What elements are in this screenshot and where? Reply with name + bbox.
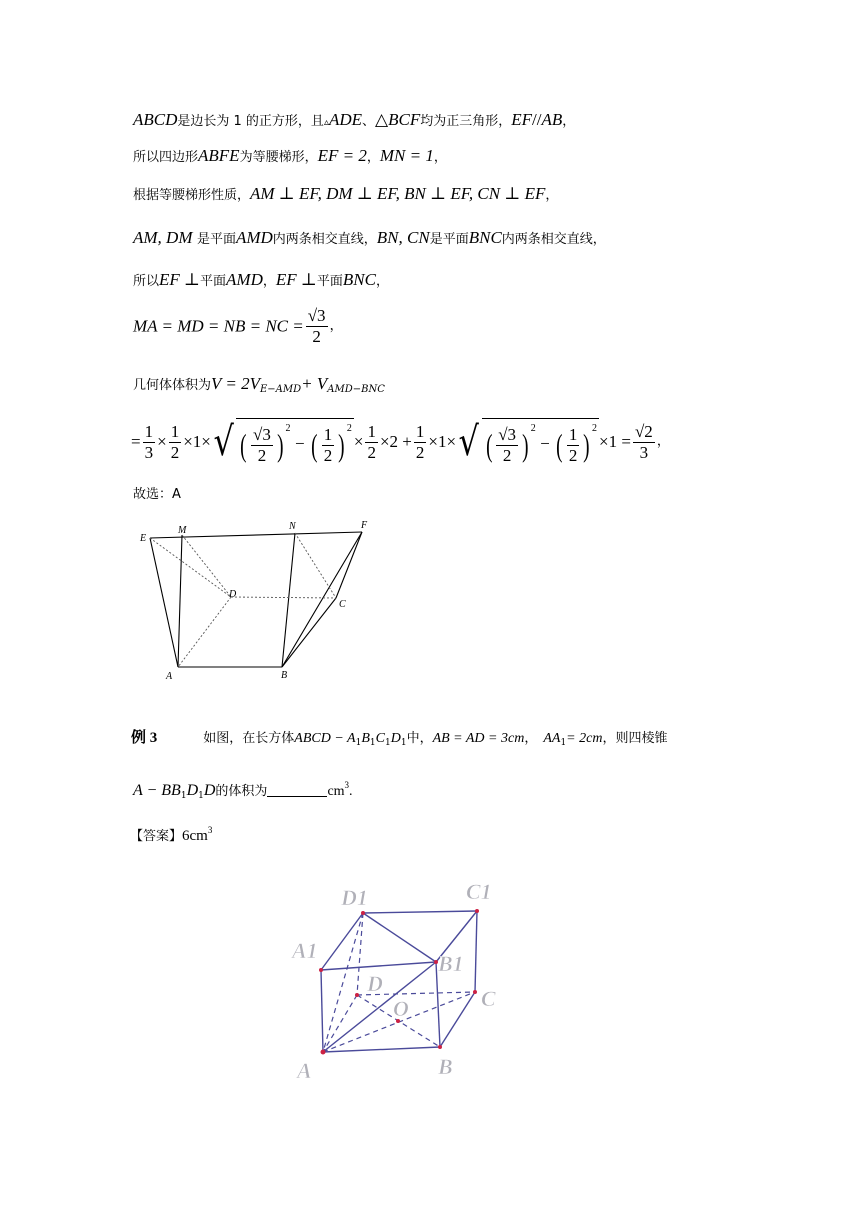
solution-line-2: 所以四边形ABFE为等腰梯形，EF = 2，MN = 1， [133,146,447,165]
fig2-label-b: B [438,1054,453,1079]
fig2-label-c: C [481,986,496,1011]
fig1-label-n: N [289,521,296,532]
fig1-label-f: F [361,520,368,531]
fig1-label-d: D [229,589,237,600]
fig2-label-c1: C1 [466,879,492,904]
volume-formula: = $\frac{1}{3}$ × $\frac{1}{2}$ ×1× √ ( $\frac{√3}{2}$ ) $^2$ − ( $\frac{1}{2}$ ) $^2$ × $\frac{1}{2}$ ×2 + $\frac{1}{2}$ ×1× √ ( $\frac{√3}{2}$ ) $^2$ − ( $\frac{1}{2}$ ) $^2$ ×1 = $\frac{√2}{3}$ ， [131,419,670,465]
solution-line-7: 几何体体积为$V = 2V_{E-AMD}+ V_{AMD-BNC}$ [133,374,385,395]
fig1-label-a: A [166,671,173,682]
answer-choice-line: 故选：A [133,487,181,502]
example-label: 例 3 [131,730,158,746]
solution-line-4: AM, DM 是平面AMD内两条相交直线，BN, CN是平面BNC内两条相交直线， [133,228,606,247]
fig1-label-e: E [140,533,147,544]
solution-line-5: 所以EF ⊥平面AMD，EF ⊥平面BNC， [133,270,389,289]
fig1-label-c: C [339,599,346,610]
fig2-label-d1: D1 [341,885,368,910]
sqrt-expression-1: ( $\frac{√3}{2}$ ) $^2$ − ( $\frac{1}{2}$ ) $^2$ [236,418,353,466]
solution-line-6: MA = MD = NB = NC = $\frac{√3}{2}$ ， [133,306,343,346]
sqrt-expression-2: ( $\frac{√3}{2}$ ) $^2$ − ( $\frac{1}{2}$ ) $^2$ [482,418,599,466]
solution-line-3: 根据等腰梯形性质，AM ⊥ EF, DM ⊥ EF, BN ⊥ EF, CN ⊥ EF， [133,184,559,203]
figure-2-cuboid [290,870,510,1080]
figure-1-polyhedron [135,515,385,685]
fig2-label-a: A [297,1058,312,1080]
fig2-label-b1: B1 [438,951,464,976]
example-3-line-2: $A - BB_1D_1D$的体积为 $cm^3$. [133,780,353,801]
example-3-line-1: 例 3 如图，在长方体ABCD − $A_1B_1C_1D_1$中，AB = AD = 3cm， $AA_1= 2cm$，则四棱锥 [131,730,668,748]
answer-line: 【答案】$6cm^3$ [130,825,213,844]
fig2-label-a1: A1 [292,938,318,963]
fig1-label-m: M [178,525,187,536]
fig2-label-d: D [367,971,383,996]
fig1-label-b: B [281,670,288,681]
fig2-label-o: O [393,996,409,1021]
answer-blank [267,782,327,797]
fraction-sqrt3-over-2: $\frac{√3}{2}$ [307,306,326,346]
solution-line-1: ABCD是边长为 1 的正方形，且▵ADE、△BCF均为正三角形，EF//AB， [133,110,576,129]
